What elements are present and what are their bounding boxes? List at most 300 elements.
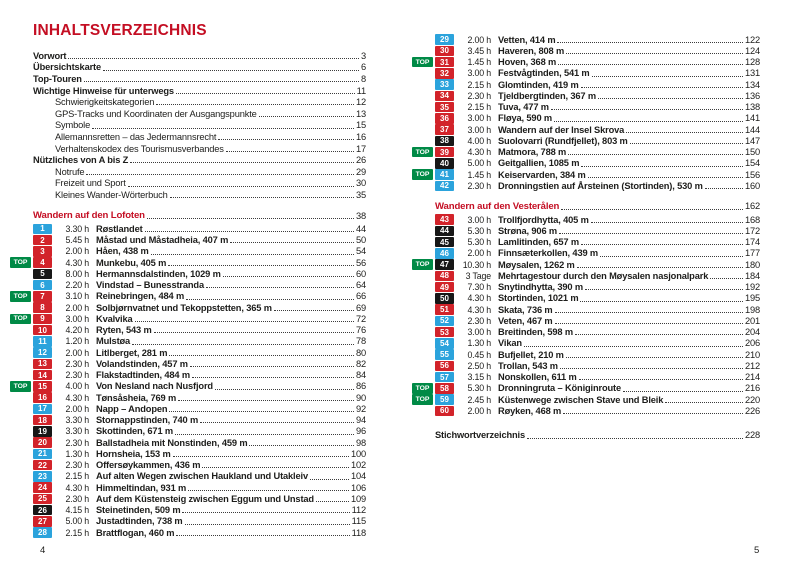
toc-tour-row <box>10 493 366 504</box>
dot-leader <box>84 81 359 82</box>
tour-duration: 3.00 h <box>467 124 491 135</box>
tour-name: Finnsæterkollen, 439 m <box>498 248 599 259</box>
dot-leader <box>151 254 354 255</box>
tour-number-badge: 6 <box>33 280 52 291</box>
tour-number-badge: 43 <box>435 214 454 225</box>
toc-entry-label: Vorwort <box>33 50 67 61</box>
tour-name: Justadtinden, 738 m <box>96 516 183 527</box>
tour-number-badge: 22 <box>33 460 52 471</box>
dot-leader <box>561 209 743 210</box>
tour-name: Mehrtagestour durch den Møysalen nasjonalpark <box>498 270 709 281</box>
dot-leader <box>145 231 354 232</box>
tour-number-badge: 11 <box>33 336 52 347</box>
tour-number-badge: 52 <box>435 316 454 327</box>
tour-duration: 4.20 h <box>65 325 89 336</box>
tour-duration: 2.20 h <box>65 280 89 291</box>
dot-leader <box>568 154 743 155</box>
dot-leader <box>259 116 354 117</box>
tour-duration: 2.00 h <box>65 403 89 414</box>
section-page-number: 162 <box>744 201 760 212</box>
dot-leader <box>170 197 354 198</box>
tour-name: Matmora, 788 m <box>498 147 567 158</box>
tour-number-badge: 17 <box>33 404 52 415</box>
tour-name: Mulstøa <box>96 336 131 347</box>
toc-tour-row <box>412 158 760 169</box>
tour-number-badge: 34 <box>435 91 454 102</box>
tour-duration: 2.30 h <box>65 437 89 448</box>
dot-leader <box>591 222 743 223</box>
toc-tour-row <box>412 57 760 68</box>
page-number: 214 <box>744 372 760 383</box>
tour-duration: 3.00 h <box>467 113 491 124</box>
toc-tour-row <box>412 237 760 248</box>
tour-duration: 2.00 h <box>467 34 491 45</box>
page-number: 96 <box>355 426 366 437</box>
tour-number-badge: 20 <box>33 437 52 448</box>
tour-number-badge: 45 <box>435 237 454 248</box>
tour-number-badge: 7 <box>33 291 52 302</box>
toc-tour-row <box>10 336 366 347</box>
page-number: 35 <box>355 189 366 200</box>
tour-number-badge: 9 <box>33 314 52 325</box>
tour-number-badge: 44 <box>435 226 454 237</box>
dot-leader <box>555 323 743 324</box>
dot-leader <box>186 299 354 300</box>
tour-name: Ballstadheia mit Nonstinden, 459 m <box>96 437 248 448</box>
tour-number-badge: 31 <box>435 57 454 68</box>
toc-tour-row <box>412 68 760 79</box>
toc-entry-row <box>10 96 366 108</box>
dot-leader <box>176 93 355 94</box>
toc-tour-row <box>10 381 366 392</box>
tour-name: Wandern auf der Insel Skrova <box>498 124 625 135</box>
tour-duration: 5.30 h <box>467 225 491 236</box>
front-matter-list <box>10 50 366 201</box>
tour-name: Steinetinden, 509 m <box>96 505 181 516</box>
toc-tour-row <box>10 325 366 336</box>
tour-name: Auf alten Wegen zwischen Haukland und Utakleiv <box>96 471 308 482</box>
tour-number-badge: 32 <box>435 68 454 79</box>
dot-leader <box>147 218 354 219</box>
tour-number-badge: 33 <box>435 79 454 90</box>
tour-duration: 3.30 h <box>65 223 89 234</box>
toc-tour-row <box>412 113 760 124</box>
toc-tour-row <box>10 257 366 268</box>
page-number: 154 <box>744 158 760 169</box>
toc-entry-row <box>10 120 366 132</box>
dot-leader <box>705 188 743 189</box>
dot-leader <box>128 186 354 187</box>
dot-leader <box>592 76 743 77</box>
tour-number-badge: 40 <box>435 158 454 169</box>
top-badge-slot <box>412 383 435 394</box>
tour-name: Veten, 467 m <box>498 315 553 326</box>
page-number: 204 <box>744 327 760 338</box>
toc-entry-row <box>10 131 366 143</box>
dot-leader <box>178 400 354 401</box>
dot-leader <box>557 42 742 43</box>
toc-tour-row <box>412 225 760 236</box>
tour-duration: 2.30 h <box>65 370 89 381</box>
tour-list-right-continuation <box>412 34 760 192</box>
tour-duration: 2.30 h <box>467 90 491 101</box>
tour-duration: 4.30 h <box>467 293 491 304</box>
page-number: 206 <box>744 338 760 349</box>
tour-number-badge: 50 <box>435 293 454 304</box>
toc-tour-row <box>412 147 760 158</box>
tour-duration: 2.30 h <box>467 180 491 191</box>
page-number: 141 <box>744 113 760 124</box>
page-number: 112 <box>351 505 366 516</box>
page-number: 16 <box>355 131 366 142</box>
top-badge: TOP <box>412 394 433 405</box>
tour-duration: 2.45 h <box>467 394 491 405</box>
page-number: 80 <box>355 347 366 358</box>
dot-leader <box>200 422 354 423</box>
tour-duration: 2.30 h <box>65 460 89 471</box>
page-number: 13 <box>355 108 366 119</box>
page-number: 94 <box>355 415 366 426</box>
tour-number-badge: 19 <box>33 426 52 437</box>
tour-name: Skata, 736 m <box>498 304 553 315</box>
toc-tour-row <box>10 415 366 426</box>
top-badge-slot <box>412 169 435 180</box>
toc-tour-row <box>412 169 760 180</box>
page-number: 60 <box>355 268 366 279</box>
page-number: 198 <box>744 304 760 315</box>
tour-name: Røstlandet <box>96 223 143 234</box>
page-number: 109 <box>350 493 366 504</box>
tour-name: Tuva, 477 m <box>498 102 549 113</box>
toc-entry-label: Allemannsretten – das Jedermannsrecht <box>55 131 217 142</box>
top-badge: TOP <box>412 169 433 180</box>
toc-entry-label: Notrufe <box>55 166 85 177</box>
toc-tour-row <box>412 90 760 101</box>
dot-leader <box>710 278 743 279</box>
toc-tour-row <box>10 268 366 279</box>
toc-entry-row <box>10 189 366 201</box>
dot-leader <box>580 301 742 302</box>
top-badge-slot <box>10 381 33 392</box>
dot-leader <box>130 162 354 163</box>
tour-name: Dronningruta – Königinroute <box>498 383 621 394</box>
dot-leader <box>527 438 743 439</box>
tour-name: Suolovarri (Rundfjellet), 803 m <box>498 135 628 146</box>
folio-left: 4 <box>40 545 46 556</box>
tour-name: Offersøykammen, 436 m <box>96 460 201 471</box>
tour-duration: 0.45 h <box>467 349 491 360</box>
tour-duration: 5.30 h <box>467 237 491 248</box>
page-number: 174 <box>744 237 760 248</box>
toc-tour-row <box>412 405 760 416</box>
tour-name: Håen, 438 m <box>96 246 149 257</box>
page-number: 104 <box>350 471 366 482</box>
tour-duration: 3.30 h <box>65 426 89 437</box>
tour-duration: 2.00 h <box>467 248 491 259</box>
tour-number-badge: 18 <box>33 415 52 426</box>
page-number: 210 <box>744 349 760 360</box>
section-heading-vesteralen <box>412 201 760 213</box>
dot-leader <box>598 98 743 99</box>
tour-duration: 4.15 h <box>65 505 89 516</box>
tour-duration: 3.30 h <box>65 415 89 426</box>
dot-leader <box>559 233 743 234</box>
toc-tour-row <box>412 293 760 304</box>
toc-entry-label: Verhaltenskodex des Tourismusverbandes <box>55 143 224 154</box>
page-number: 147 <box>744 135 760 146</box>
dot-leader <box>103 70 359 71</box>
tour-name: Fløya, 590 m <box>498 113 553 124</box>
toc-entry-row <box>10 73 366 85</box>
tour-name: Vindstad – Bunesstranda <box>96 280 204 291</box>
tour-number-badge: 37 <box>435 124 454 135</box>
tour-name: Strøna, 906 m <box>498 225 558 236</box>
dot-leader <box>249 445 354 446</box>
tour-duration: 2.15 h <box>65 527 89 538</box>
page-number: 216 <box>744 383 760 394</box>
tour-duration: 5.00 h <box>467 158 491 169</box>
dot-leader <box>566 53 743 54</box>
top-badge-slot <box>412 394 435 405</box>
toc-tour-row <box>412 372 760 383</box>
dot-leader <box>316 501 349 502</box>
toc-entry-label: Symbole <box>55 120 91 131</box>
toc-tour-row <box>412 124 760 135</box>
toc-entry-row <box>10 62 366 74</box>
tour-name: Ryten, 543 m <box>96 325 152 336</box>
dot-leader <box>202 467 349 468</box>
tour-name: Hornsheia, 153 m <box>96 448 171 459</box>
top-badge-slot <box>10 314 33 325</box>
dot-leader <box>215 389 354 390</box>
page-number: 134 <box>744 79 760 90</box>
tour-number-badge: 29 <box>435 34 454 45</box>
page-number: 160 <box>744 180 760 191</box>
toc-tour-row <box>10 246 366 257</box>
top-badge-slot <box>412 57 435 68</box>
page-number: 226 <box>744 405 760 416</box>
page-number: 124 <box>744 45 760 56</box>
toc-tour-row <box>10 347 366 358</box>
toc-tour-row <box>412 248 760 259</box>
toc-tour-row <box>10 460 366 471</box>
toc-tour-row <box>412 315 760 326</box>
page-title: INHALTSVERZEICHNIS <box>33 22 207 39</box>
toc-tour-row <box>10 392 366 403</box>
tour-number-badge: 35 <box>435 102 454 113</box>
page-number: 177 <box>744 248 760 259</box>
page-number: 82 <box>355 358 366 369</box>
dot-leader <box>566 357 743 358</box>
tour-duration: 1.20 h <box>65 336 89 347</box>
page-number: 106 <box>350 482 366 493</box>
page-number: 66 <box>355 291 366 302</box>
tour-duration: 3.00 h <box>65 313 89 324</box>
dot-leader <box>190 366 354 367</box>
tour-duration: 1.45 h <box>467 169 491 180</box>
toc-tour-row <box>10 313 366 324</box>
tour-name: Møysalen, 1262 m <box>498 259 575 270</box>
tour-name: Napp – Andopen <box>96 403 168 414</box>
tour-name: Auf dem Küstensteig zwischen Eggum und Unstad <box>96 493 314 504</box>
dot-leader <box>575 334 743 335</box>
toc-tour-row <box>412 349 760 360</box>
tour-name: Vikan <box>498 338 522 349</box>
page-number: 102 <box>350 460 366 471</box>
tour-name: Küstenwege zwischen Stave und Bleik <box>498 394 664 405</box>
tour-name: Lamlitinden, 657 m <box>498 237 579 248</box>
toc-tour-row <box>10 235 366 246</box>
top-badge: TOP <box>10 381 31 392</box>
toc-entry-row <box>10 108 366 120</box>
page-number: 30 <box>355 178 366 189</box>
tour-name: Røyken, 468 m <box>498 405 562 416</box>
dot-leader <box>524 346 743 347</box>
tour-duration: 3.00 h <box>467 68 491 79</box>
page-number: 78 <box>355 336 366 347</box>
tour-list-vesteralen <box>412 214 760 417</box>
tour-number-badge: 8 <box>33 302 52 313</box>
dot-leader <box>554 121 743 122</box>
toc-tour-row <box>10 516 366 527</box>
top-badge: TOP <box>412 147 433 158</box>
tour-name: Tønsåsheia, 769 m <box>96 392 177 403</box>
toc-entry-label: Wichtige Hinweise für unterwegs <box>33 85 174 96</box>
page-number: 150 <box>744 147 760 158</box>
tour-duration: 2.15 h <box>467 102 491 113</box>
dot-leader <box>558 64 743 65</box>
tour-number-badge: 25 <box>33 494 52 505</box>
tour-number-badge: 53 <box>435 327 454 338</box>
tour-number-badge: 59 <box>435 394 454 405</box>
dot-leader <box>577 267 743 268</box>
folio-right: 5 <box>754 545 760 556</box>
page-number: 122 <box>744 34 760 45</box>
tour-duration: 2.00 h <box>65 246 89 257</box>
page-number: 212 <box>744 360 760 371</box>
tour-duration: 2.15 h <box>65 471 89 482</box>
tour-duration: 2.50 h <box>467 360 491 371</box>
tour-duration: 10.30 h <box>462 259 491 270</box>
toc-tour-row <box>412 383 760 394</box>
tour-number-badge: 16 <box>33 392 52 403</box>
toc-entry-row <box>10 154 366 166</box>
tour-number-badge: 24 <box>33 482 52 493</box>
toc-tour-row <box>10 370 366 381</box>
toc-tour-row <box>10 505 366 516</box>
tour-duration: 2.30 h <box>467 315 491 326</box>
toc-tour-row <box>10 223 366 234</box>
top-badge-slot <box>412 147 435 158</box>
page-number: 98 <box>355 437 366 448</box>
page-number: 76 <box>355 325 366 336</box>
dot-leader <box>154 332 354 333</box>
tour-number-badge: 49 <box>435 282 454 293</box>
dot-leader <box>581 87 743 88</box>
page-number: 92 <box>355 403 366 414</box>
page-number: 26 <box>355 155 366 166</box>
toc-entry-label: GPS-Tracks und Koordinaten der Ausgangspunkte <box>55 108 257 119</box>
tour-name: Trollan, 543 m <box>498 360 558 371</box>
tour-number-badge: 23 <box>33 471 52 482</box>
tour-number-badge: 13 <box>33 359 52 370</box>
tour-duration: 4.00 h <box>65 381 89 392</box>
top-badge-slot <box>412 259 435 270</box>
tour-duration: 3.00 h <box>467 327 491 338</box>
toc-tour-row <box>412 304 760 315</box>
tour-number-badge: 42 <box>435 181 454 192</box>
tour-number-badge: 3 <box>33 246 52 257</box>
tour-number-badge: 2 <box>33 235 52 246</box>
dot-leader <box>560 368 743 369</box>
page-number: 131 <box>744 68 760 79</box>
tour-number-badge: 27 <box>33 516 52 527</box>
page-number: 3 <box>360 50 366 61</box>
page-number: 100 <box>350 448 366 459</box>
toc-tour-row <box>10 482 366 493</box>
dot-leader <box>169 355 354 356</box>
toc-tour-row <box>10 302 366 313</box>
dot-leader <box>563 413 743 414</box>
dot-leader <box>223 276 354 277</box>
top-badge: TOP <box>10 257 31 268</box>
tour-name: Breitinden, 598 m <box>498 327 573 338</box>
tour-duration: 4.30 h <box>467 147 491 158</box>
toc-tour-row <box>10 437 366 448</box>
tour-name: Dronningstien auf Årsteinen (Stortinden), 530 m <box>498 180 703 191</box>
dot-leader <box>206 287 354 288</box>
page-number: 50 <box>355 235 366 246</box>
dot-leader <box>175 434 354 435</box>
tour-duration: 2.15 h <box>467 79 491 90</box>
dot-leader <box>169 411 354 412</box>
page-number: 56 <box>355 257 366 268</box>
dot-leader <box>623 391 743 392</box>
dot-leader <box>185 524 350 525</box>
dot-leader <box>626 132 743 133</box>
tour-duration: 1.45 h <box>467 57 491 68</box>
toc-entry-row <box>10 178 366 190</box>
toc-tour-row <box>412 102 760 113</box>
tour-name: Stortinden, 1021 m <box>498 293 579 304</box>
toc-tour-row <box>412 259 760 270</box>
tour-duration: 5.45 h <box>65 235 89 246</box>
page-number: 195 <box>744 293 760 304</box>
tour-name: Flakstadtinden, 484 m <box>96 370 190 381</box>
toc-tour-row <box>412 338 760 349</box>
toc-entry-row <box>10 166 366 178</box>
tour-number-badge: 55 <box>435 349 454 360</box>
dot-leader <box>132 344 354 345</box>
tour-name: Solbjørnvatnet und Tekoppstetten, 365 m <box>96 302 272 313</box>
dot-leader <box>188 490 349 491</box>
tour-name: Haveren, 808 m <box>498 45 565 56</box>
tour-duration: 5.00 h <box>65 516 89 527</box>
page-number: 44 <box>355 223 366 234</box>
dot-leader <box>551 109 743 110</box>
top-badge-slot <box>10 257 33 268</box>
top-badge: TOP <box>412 383 433 394</box>
tour-number-badge: 51 <box>435 304 454 315</box>
dot-leader <box>86 174 354 175</box>
page-number: 180 <box>744 259 760 270</box>
dot-leader <box>310 479 349 480</box>
tour-duration: 7.30 h <box>467 282 491 293</box>
tour-name: Festvågtinden, 541 m <box>498 68 590 79</box>
page-number: 136 <box>744 90 760 101</box>
dot-leader <box>581 244 743 245</box>
top-badge: TOP <box>412 259 433 270</box>
